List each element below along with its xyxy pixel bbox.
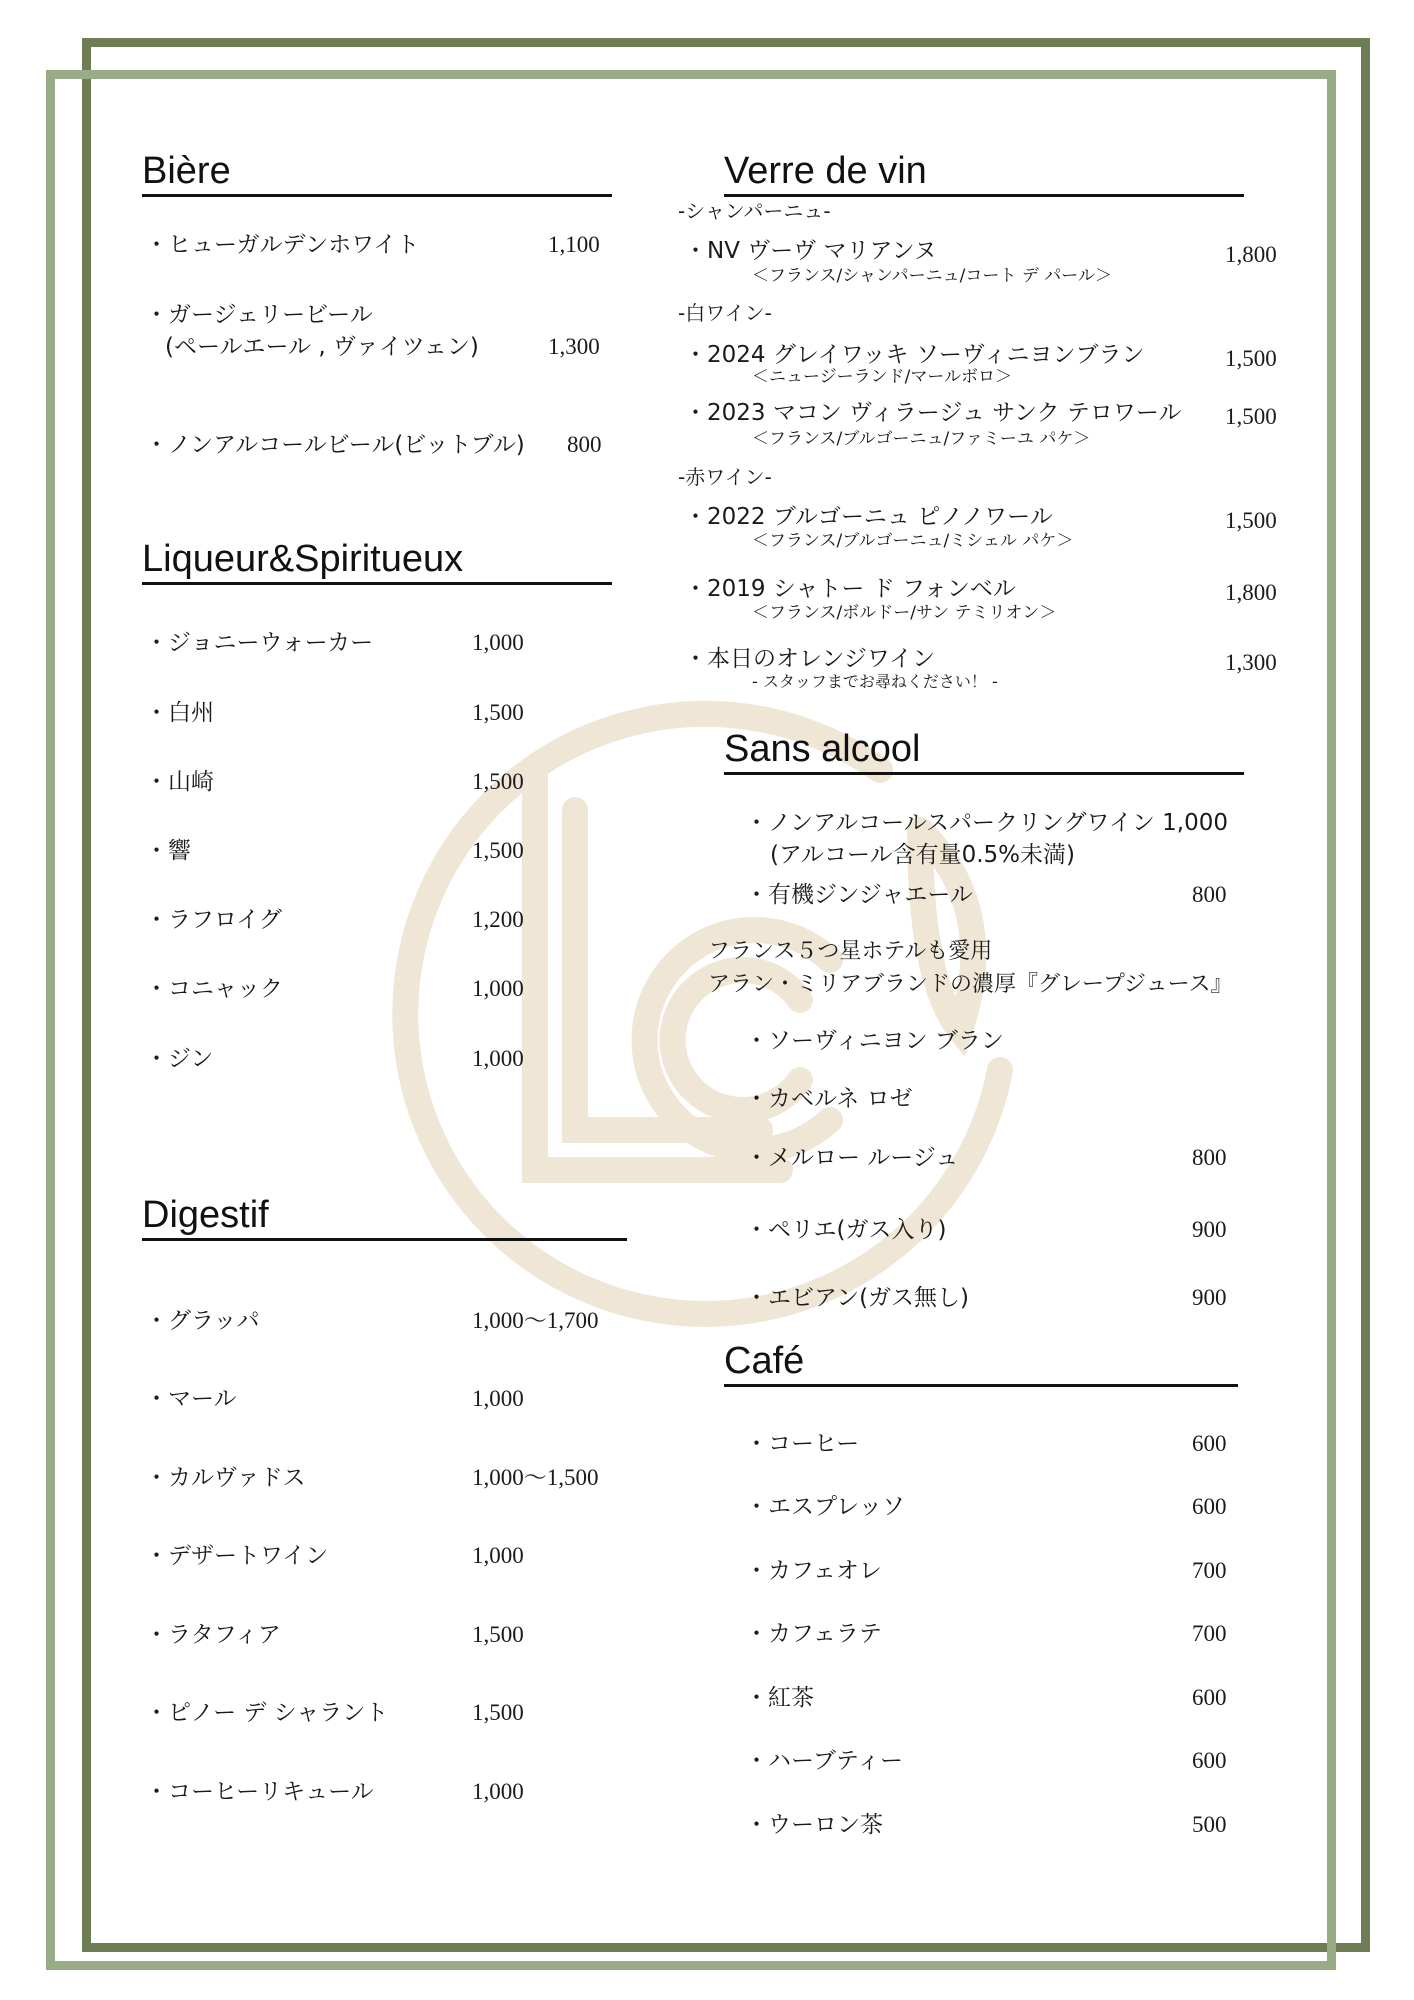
digestif-item-name: ・デザートワイン <box>145 1543 329 1569</box>
digestif-item-name: ・グラッパ <box>145 1308 260 1334</box>
water-item-name: ・ペリエ(ガス入り) <box>745 1217 947 1243</box>
liqueur-item-price: 1,500 <box>472 769 524 794</box>
sans-heading: Sans alcool <box>724 726 1244 775</box>
liqueur-heading: Liqueur&Spiritueux <box>142 536 612 585</box>
liqueur-item-name: ・コニャック <box>145 976 283 1002</box>
liqueur-item-name: ・ラフロイグ <box>145 907 282 933</box>
cafe-item-price: 500 <box>1192 1812 1227 1837</box>
vin-item-price: 1,800 <box>1225 242 1277 267</box>
cafe-item-name: ・エスプレッソ <box>745 1494 905 1520</box>
digestif-item-name: ・ラタフィア <box>145 1622 281 1648</box>
biere-item-name: ・ヒューガルデンホワイト <box>145 232 420 258</box>
liqueur-item-price: 1,000 <box>472 630 524 655</box>
liqueur-item-name: ・山崎 <box>145 769 214 795</box>
vin-item-name: ・本日のオレンジワイン <box>684 646 936 672</box>
digestif-item-name: ・コーヒーリキュール <box>145 1779 374 1805</box>
water-item-price: 900 <box>1192 1285 1227 1310</box>
biere-item-detail: (ペールエール , ヴァイツェン) <box>165 334 479 360</box>
vin-item-origin: ＜フランス/ブルゴーニュ/ファミーユ パケ＞ <box>752 429 1091 449</box>
cafe-item-price: 600 <box>1192 1431 1227 1456</box>
grape-item-name: ・ソーヴィニヨン ブラン <box>745 1028 1004 1054</box>
vin-item-price: 1,500 <box>1225 508 1277 533</box>
vin-item-origin: ＜フランス/ボルドー/サン テミリオン＞ <box>752 603 1057 623</box>
water-item-price: 900 <box>1192 1217 1227 1242</box>
grape-item-name: ・メルロー ルージュ <box>745 1145 959 1171</box>
vin-category-champagne: -シャンパーニュ- <box>678 199 831 223</box>
liqueur-item-name: ・白州 <box>145 700 214 726</box>
cafe-item-price: 600 <box>1192 1748 1227 1773</box>
cafe-item-name: ・カフェオレ <box>745 1558 882 1584</box>
biere-item-name: ・ガージェリービール <box>145 302 373 328</box>
digestif-item-price: 1,500 <box>472 1622 524 1647</box>
cafe-item-price: 600 <box>1192 1494 1227 1519</box>
vin-item-price: 1,800 <box>1225 580 1277 605</box>
liqueur-item-name: ・ジン <box>145 1046 214 1072</box>
sans-item-price: 800 <box>1192 882 1227 907</box>
vin-item-name: ・2019 シャトー ド フォンベル <box>684 576 1016 602</box>
vin-item-price: 1,500 <box>1225 346 1277 371</box>
vin-item-note: - スタッフまでお尋ねください！ - <box>752 672 998 691</box>
digestif-item-name: ・マール <box>145 1386 237 1412</box>
vin-item-name: ・2022 ブルゴーニュ ピノノワール <box>684 504 1053 530</box>
cafe-item-price: 700 <box>1192 1621 1227 1646</box>
vin-item-name: ・NV ヴーヴ マリアンヌ <box>684 238 937 264</box>
digestif-item-price: 1,000 <box>472 1543 524 1568</box>
digestif-heading: Digestif <box>142 1192 627 1241</box>
sans-item-name: ・有機ジンジャエール <box>745 882 973 908</box>
grape-juice-promo: アラン・ミリアブランドの濃厚『グレープジュース』 <box>708 972 1233 997</box>
cafe-item-name: ・ハーブティー <box>745 1748 904 1774</box>
biere-item-price: 800 <box>567 432 602 457</box>
vin-heading: Verre de vin <box>724 148 1244 197</box>
biere-heading: Bière <box>142 148 612 197</box>
liqueur-item-name: ・響 <box>145 838 191 864</box>
cafe-item-name: ・カフェラテ <box>745 1621 882 1647</box>
cafe-item-name: ・コーヒー <box>745 1431 860 1457</box>
biere-item-name: ・ノンアルコールビール(ビットブル) <box>145 432 525 458</box>
grape-item-price: 800 <box>1192 1145 1227 1170</box>
vin-item-origin: ＜フランス/シャンパーニュ/コート デ パール＞ <box>752 266 1112 286</box>
sans-item-detail: (アルコール含有量0.5%未満) <box>770 842 1075 868</box>
cafe-item-name: ・紅茶 <box>745 1685 814 1711</box>
vin-item-price: 1,500 <box>1225 404 1277 429</box>
liqueur-item-price: 1,200 <box>472 907 524 932</box>
digestif-item-price: 1,000 <box>472 1779 524 1804</box>
vin-category-rouge: -赤ワイン- <box>678 465 772 489</box>
liqueur-item-name: ・ジョニーウォーカー <box>145 630 374 656</box>
grape-juice-promo: フランス５つ星ホテルも愛用 <box>708 939 993 964</box>
digestif-item-price: 1,500 <box>472 1700 524 1725</box>
vin-item-price: 1,300 <box>1225 650 1277 675</box>
water-item-name: ・エビアン(ガス無し) <box>745 1285 970 1311</box>
biere-item-price: 1,300 <box>548 334 600 359</box>
digestif-item-price: 1,000〜1,700 <box>472 1308 599 1333</box>
vin-item-name: ・2024 グレイワッキ ソーヴィニヨンブラン <box>684 342 1145 368</box>
vin-item-origin: ＜ニュージーランド/マールボロ＞ <box>752 367 1013 387</box>
sans-item-name: ・ノンアルコールスパークリングワイン 1,000 <box>745 810 1229 836</box>
grape-item-name: ・カベルネ ロゼ <box>745 1086 913 1112</box>
cafe-item-name: ・ウーロン茶 <box>745 1812 883 1838</box>
vin-category-blanc: -白ワイン- <box>678 301 772 325</box>
vin-item-name: ・2023 マコン ヴィラージュ サンク テロワール <box>684 400 1182 426</box>
cafe-heading: Café <box>724 1338 1238 1387</box>
digestif-item-name: ・カルヴァドス <box>145 1465 306 1491</box>
cafe-item-price: 600 <box>1192 1685 1227 1710</box>
cafe-item-price: 700 <box>1192 1558 1227 1583</box>
liqueur-item-price: 1,500 <box>472 700 524 725</box>
digestif-item-price: 1,000 <box>472 1386 524 1411</box>
digestif-item-price: 1,000〜1,500 <box>472 1465 599 1490</box>
liqueur-item-price: 1,500 <box>472 838 524 863</box>
vin-item-origin: ＜フランス/ブルゴーニュ/ミシェル パケ＞ <box>752 531 1074 551</box>
biere-item-price: 1,100 <box>548 232 600 257</box>
liqueur-item-price: 1,000 <box>472 976 524 1001</box>
liqueur-item-price: 1,000 <box>472 1046 524 1071</box>
digestif-item-name: ・ピノー デ シャラント <box>145 1700 389 1726</box>
